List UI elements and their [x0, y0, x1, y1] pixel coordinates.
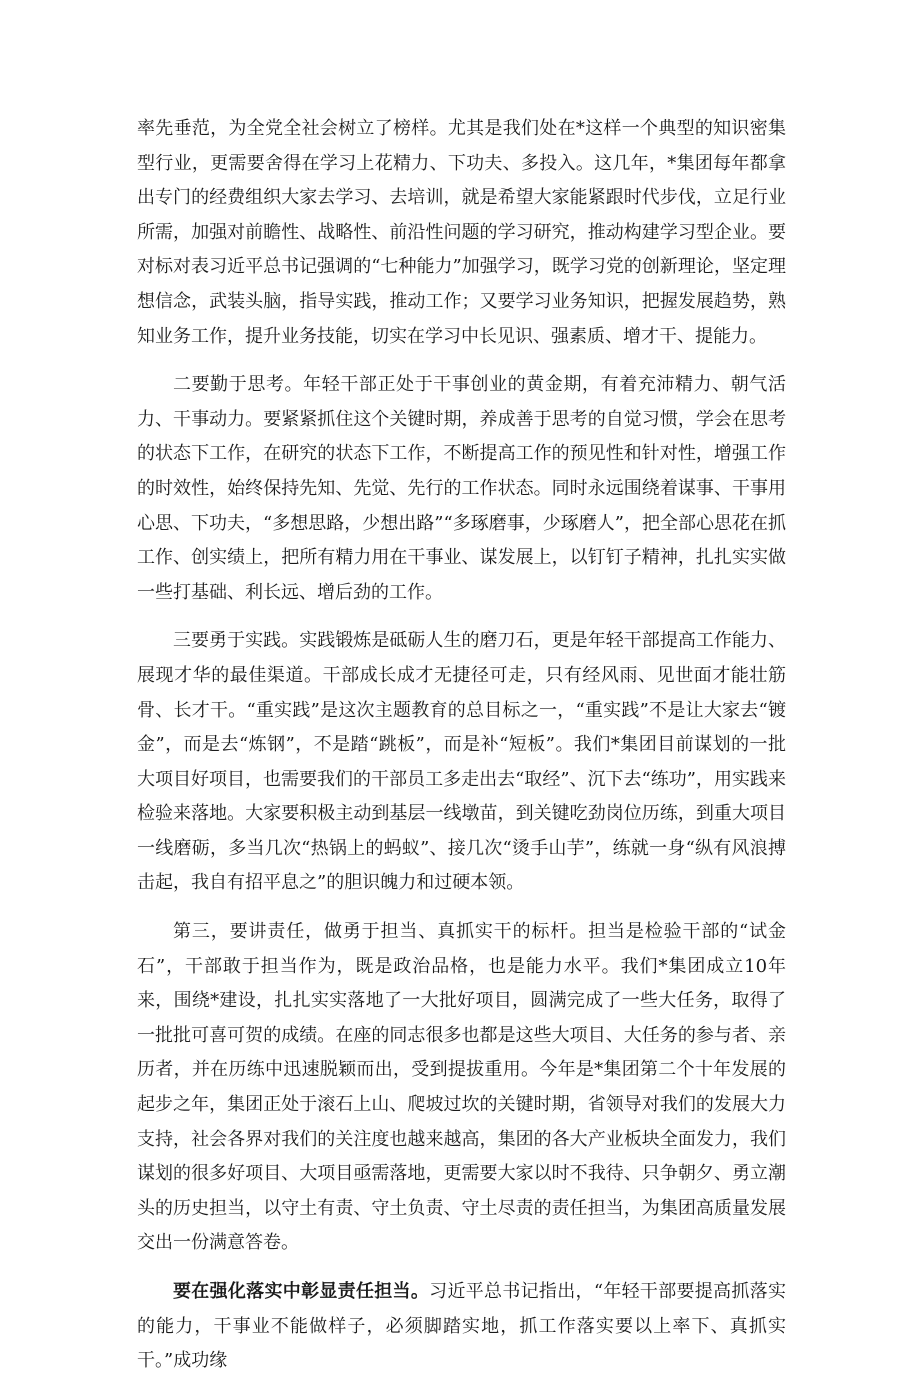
- paragraph-2: [137, 368, 786, 610]
- paragraph-1: [137, 112, 786, 354]
- paragraph-2-text: 二要勤于思考。年轻干部正处于干事创业的黄金期，有着充沛精力、朝气活力、干事动力。要紧紧抓住这个关键时期，养成善于思考的自觉习惯，学会在思考的状态下工作，在研究的状态下工作，不断提高工作的预见性和针对性，增强工作的时效性，始终保持先知、先觉、先行的工作状态。同时永远围绕着谋事、干事用心思、下功夫，“多想思路，少想出路”“多琢磨事，少琢磨人”，把全部心思花在抓工作、创实绩上，把所有精力用在干事业、谋发展上，以钉钉子精神，扎扎实实做一些打基础、利长远、增后劲的工作。: [137, 374, 786, 603]
- paragraph-5: [137, 1275, 786, 1379]
- paragraph-4: [137, 915, 786, 1261]
- paragraph-3: [137, 624, 786, 901]
- paragraph-3-text: 三要勇于实践。实践锻炼是砥砺人生的磨刀石，更是年轻干部提高工作能力、展现才华的最佳渠道。干部成长成才无捷径可走，只有经风雨、见世面才能壮筋骨、长才干。“重实践”是这次主题教育的总目标之一，“重实践”不是让大家去“镀金”，而是去“炼钢”，不是踏“跳板”，而是补“短板”。我们*集团目前谋划的一批大项目好项目，也需要我们的干部员工多走出去“取经”、沉下去“练功”，用实践来检验来落地。大家要积极主动到基层一线墩苗，到关键吃劲岗位历练，到重大项目一线磨砺，多当几次“热锅上的蚂蚁”、接几次“烫手山芋”，练就一身“纵有风浪搏击起，我自有招平息之”的胆识魄力和过硬本领。: [137, 630, 786, 894]
- paragraph-1-text: 率先垂范，为全党全社会树立了榜样。尤其是我们处在*这样一个典型的知识密集型行业，更需要舍得在学习上花精力、下功夫、多投入。这几年，*集团每年都拿出专门的经费组织大家去学习、去培训，就是希望大家能紧跟时代步伐，立足行业所需，加强对前瞻性、战略性、前沿性问题的学习研究，推动构建学习型企业。要对标对表习近平总书记强调的“七种能力”加强学习，既学习党的创新理论，坚定理想信念，武装头脑，指导实践，推动工作；又要学习业务知识，把握发展趋势，熟知业务工作，提升业务技能，切实在学习中长见识、强素质、增才干、提能力。: [137, 118, 786, 347]
- paragraph-4-text: 第三，要讲责任，做勇于担当、真抓实干的标杆。担当是检验干部的“试金石”，干部敢于担当作为，既是政治品格，也是能力水平。我们*集团成立10年来，围绕*建设，扎扎实实落地了一大批好项目，圆满完成了一些大任务，取得了一批批可喜可贺的成绩。在座的同志很多也都是这些大项目、大任务的参与者、亲历者，并在历练中迅速脱颖而出，受到提拔重用。今年是*集团第二个十年发展的起步之年，集团正处于滚石上山、爬坡过坎的关键时期，省领导对我们的发展大力支持，社会各界对我们的关注度也越来越高，集团的各大产业板块全面发力，我们谋划的很多好项目、大项目亟需落地，更需要大家以时不我待、只争朝夕、勇立潮头的历史担当，以守土有责、守土负责、守土尽责的责任担当，为集团高质量发展交出一份满意答卷。: [137, 921, 786, 1254]
- document-body: [137, 112, 786, 1393]
- paragraph-5-lead: 要在强化落实中彰显责任担当。: [173, 1281, 430, 1302]
- paragraph-5-text: 习近平总书记指出，“年轻干部要提高抓落实的能力，干事业不能做样子，必须脚踏实地，抓工作落实要以上率下、真抓实干。”成功缘: [137, 1281, 786, 1372]
